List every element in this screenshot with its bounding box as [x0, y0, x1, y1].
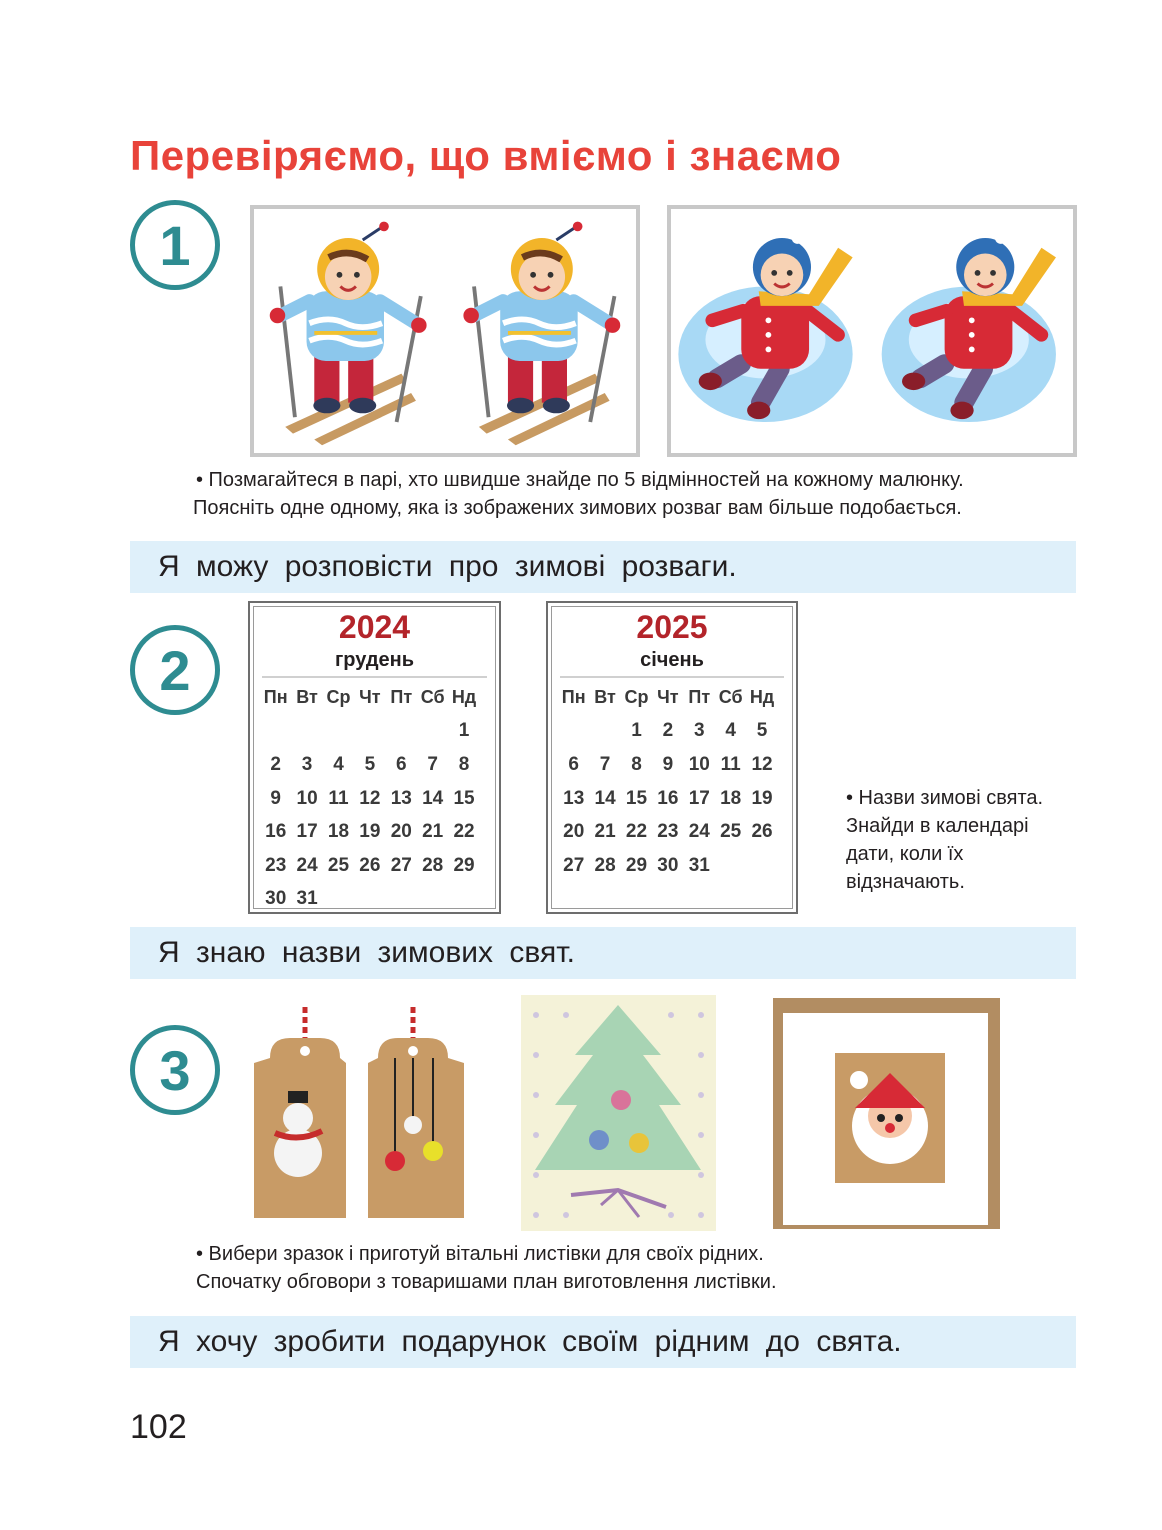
calendar-day: 1: [631, 720, 642, 742]
task2-instruction-line3: дати, коли їх: [846, 843, 964, 865]
calendar-january-2025: [546, 601, 798, 914]
calendar-day: 22: [625, 821, 648, 843]
calendar-day: 8: [631, 753, 642, 775]
calendar-day: 3: [301, 753, 313, 775]
calendar-weekday: Ср: [624, 687, 649, 708]
task2-instruction-line1: • Назви зимові свята.: [846, 787, 1044, 809]
calendar-day: 23: [657, 821, 679, 843]
christmas-tree-card-icon: [521, 995, 716, 1231]
calendar-day: 24: [688, 821, 710, 843]
calendar-week-row: [260, 849, 482, 883]
calendar-day: 28: [422, 854, 444, 876]
calendar-day: 10: [296, 787, 318, 809]
calendar-day: 26: [751, 821, 773, 843]
calendar-day: 5: [364, 753, 376, 775]
calendar-week-row: [260, 782, 482, 816]
task2-instruction-line4: відзначають.: [846, 871, 965, 893]
task2-instruction-line2: Знайди в календарі: [846, 815, 1029, 837]
gift-tags-icon: [250, 1003, 470, 1225]
calendar-day: 2: [270, 753, 281, 775]
calendar-weekday: Вт: [296, 687, 318, 708]
skier-boy-icon: [250, 205, 640, 457]
calendar-year: 2024: [338, 609, 411, 645]
calendar-day: 29: [453, 854, 475, 876]
calendar-day: 7: [427, 753, 438, 775]
calendar-weekday-row: [558, 681, 780, 715]
calendar-day: 30: [265, 888, 287, 910]
calendar-day: 23: [265, 854, 287, 876]
calendar-day: 31: [688, 854, 710, 876]
santa-card-icon: [773, 998, 1000, 1229]
calendar-day: 29: [625, 854, 648, 876]
calendar-day: 6: [568, 753, 579, 775]
calendar-day: 15: [625, 787, 648, 809]
calendar-day: 7: [599, 753, 611, 775]
calendar-year: 2025: [636, 609, 708, 645]
calendar-day: 2: [662, 720, 674, 742]
calendar-day: 12: [359, 787, 381, 809]
calendar-day: 16: [265, 821, 287, 843]
calendar-week-row: [260, 715, 482, 749]
task2-self-check-band: Я знаю назви зимових свят.: [130, 927, 1076, 979]
page-title: Перевіряємо, що вміємо і знаємо: [130, 132, 842, 179]
calendar-month: грудень: [334, 649, 415, 671]
calendar-day: 21: [594, 821, 616, 843]
calendar-day: 24: [296, 854, 318, 876]
calendar-day: 1: [458, 720, 470, 742]
task3-instruction-line1: • Вибери зразок і приготуй вітальні листівки для своїх рідних.: [196, 1243, 764, 1265]
calendar-week-row: [260, 815, 482, 849]
page-number: 102: [130, 1408, 187, 1446]
task-number-2: 2: [130, 625, 220, 715]
calendar-day: 19: [751, 787, 773, 809]
calendar-weekday: Пт: [390, 687, 413, 708]
calendar-week-row: [558, 782, 780, 816]
calendar-day: 13: [390, 787, 412, 809]
calendar-day: 3: [693, 720, 705, 742]
calendar-day: 11: [720, 753, 741, 775]
calendar-day: 9: [662, 753, 674, 775]
calendar-day: 18: [720, 787, 742, 809]
task1-instruction-line2: Поясніть одне одному, яка із зображених зимових розваг вам більше подобається.: [193, 497, 962, 519]
calendar-day: 31: [296, 888, 318, 910]
calendar-day: 20: [563, 821, 585, 843]
calendar-day: 4: [333, 753, 344, 775]
calendar-day: 15: [453, 787, 475, 809]
calendar-grid: [260, 681, 482, 916]
calendar-weekday: Нд: [451, 687, 477, 708]
task1-instruction-line1: • Позмагайтеся в парі, хто швидше знайде по 5 відмінностей на кожному малюнку.: [196, 469, 964, 491]
calendar-week-row: [260, 748, 482, 782]
calendar-day: 22: [453, 821, 475, 843]
calendar-month: січень: [640, 649, 704, 671]
task3-self-check-band: Я хочу зробити подарунок своїм рідним до свята.: [130, 1316, 1076, 1368]
calendar-day: 26: [359, 854, 381, 876]
calendar-day: 20: [390, 821, 412, 843]
calendar-day: 27: [390, 854, 412, 876]
calendar-day: 21: [422, 821, 444, 843]
calendar-day: 19: [359, 821, 381, 843]
calendar-day: 8: [458, 753, 470, 775]
calendar-day: 17: [688, 787, 710, 809]
calendar-weekday: Ср: [326, 687, 351, 708]
calendar-weekday-row: [260, 681, 482, 715]
calendar-week-row: [558, 815, 780, 849]
calendar-day: 10: [688, 753, 710, 775]
calendar-day: 25: [720, 821, 742, 843]
calendar-day: 17: [296, 821, 318, 843]
calendar-weekday: Нд: [749, 687, 775, 708]
calendar-day: 14: [594, 787, 616, 809]
calendar-weekday: Пн: [561, 687, 586, 708]
calendar-weekday: Пн: [263, 687, 288, 708]
calendar-weekday: Чт: [359, 687, 381, 708]
calendar-day: 12: [751, 753, 773, 775]
calendar-day: 6: [395, 753, 407, 775]
task-number-1: 1: [130, 200, 220, 290]
calendar-december-2024: [248, 601, 501, 914]
calendar-week-row: [260, 883, 482, 917]
calendar-day: 5: [756, 720, 768, 742]
calendar-grid: [558, 681, 780, 883]
calendar-day: 30: [657, 854, 679, 876]
calendar-weekday: Чт: [657, 687, 679, 708]
calendar-day: 14: [422, 787, 444, 809]
calendar-day: 25: [327, 854, 350, 876]
calendar-day: 11: [328, 787, 349, 809]
task1-self-check-band: Я можу розповісти про зимові розваги.: [130, 541, 1076, 593]
calendar-weekday: Сб: [718, 687, 743, 708]
calendar-day: 13: [563, 787, 585, 809]
calendar-week-row: [558, 715, 780, 749]
task3-instruction-line2: Спочатку обговори з товаришами план виготовлення листівки.: [196, 1271, 777, 1293]
calendar-weekday: Пт: [688, 687, 711, 708]
task-number-3: 3: [130, 1025, 220, 1115]
calendar-week-row: [558, 849, 780, 883]
calendar-day: 4: [725, 720, 736, 742]
calendar-day: 18: [327, 821, 350, 843]
calendar-week-row: [558, 748, 780, 782]
calendar-day: 27: [563, 854, 585, 876]
calendar-weekday: Вт: [594, 687, 616, 708]
calendar-weekday: Сб: [420, 687, 445, 708]
calendar-day: 9: [270, 787, 281, 809]
calendar-day: 16: [657, 787, 679, 809]
calendar-day: 28: [594, 854, 616, 876]
snow-tube-boy-icon: [667, 205, 1077, 457]
